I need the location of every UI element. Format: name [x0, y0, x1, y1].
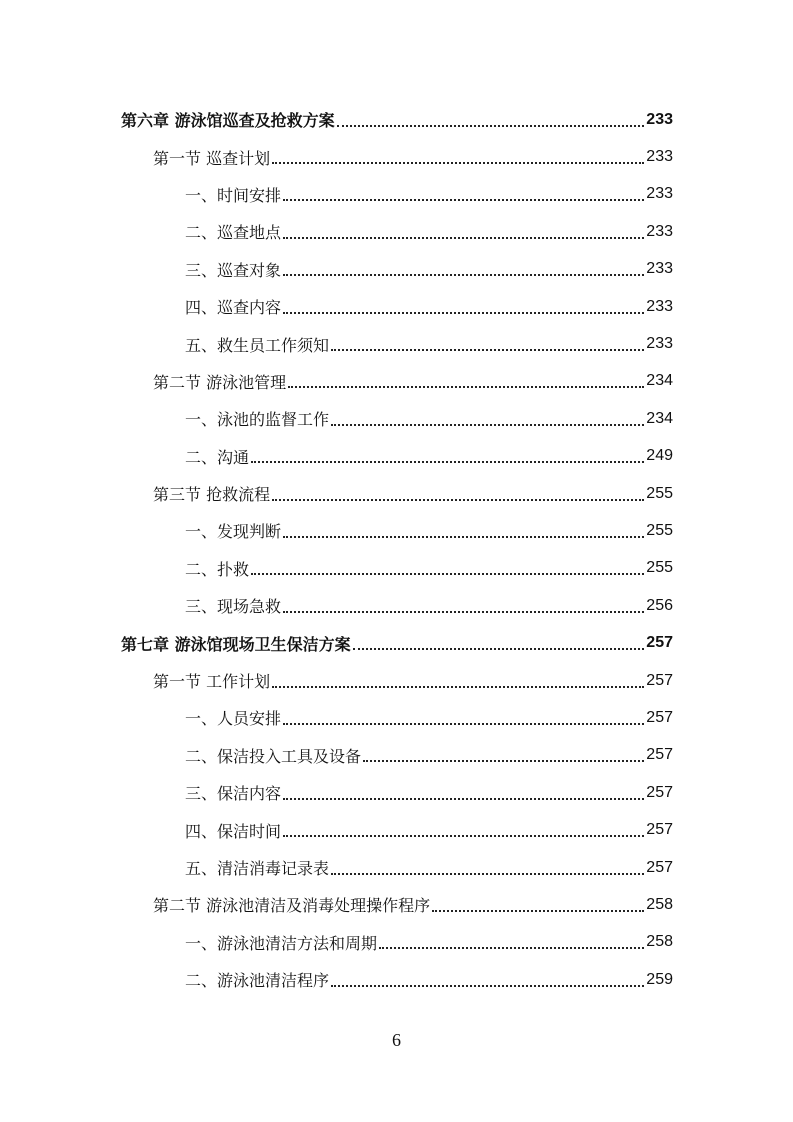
- toc-page: 257: [646, 783, 673, 801]
- dot-leader: [283, 611, 644, 613]
- toc-title: 一、人员安排: [185, 706, 281, 729]
- toc-page: 233: [646, 110, 673, 128]
- dot-leader: [283, 274, 644, 276]
- table-of-contents: [121, 101, 673, 998]
- toc-entry-chapter[interactable]: [121, 624, 673, 661]
- dot-leader: [432, 910, 644, 912]
- dot-leader: [283, 312, 644, 314]
- dot-leader: [353, 648, 645, 650]
- toc-title: 三、保洁内容: [185, 781, 281, 804]
- toc-title: 五、救生员工作须知: [185, 333, 329, 356]
- toc-title: 四、保洁时间: [185, 819, 281, 842]
- dot-leader: [331, 985, 644, 987]
- toc-entry-item[interactable]: [121, 811, 673, 848]
- dot-leader: [363, 760, 644, 762]
- toc-title: 第一节 巡查计划: [153, 146, 270, 169]
- toc-page: 233: [646, 335, 673, 353]
- toc-entry-item[interactable]: [121, 512, 673, 549]
- dot-leader: [283, 536, 644, 538]
- toc-page: 255: [646, 559, 673, 577]
- dot-leader: [331, 424, 644, 426]
- toc-page: 234: [646, 372, 673, 390]
- toc-entry-section[interactable]: [121, 138, 673, 175]
- toc-entry-item[interactable]: [121, 961, 673, 998]
- toc-page: 233: [646, 148, 673, 166]
- toc-page: 258: [646, 895, 673, 913]
- toc-entry-item[interactable]: [121, 325, 673, 362]
- toc-entry-item[interactable]: [121, 737, 673, 774]
- toc-title: 一、时间安排: [185, 183, 281, 206]
- dot-leader: [283, 798, 644, 800]
- dot-leader: [283, 835, 644, 837]
- toc-title: 二、游泳池清洁程序: [185, 968, 329, 991]
- toc-entry-item[interactable]: [121, 550, 673, 587]
- toc-title: 二、保洁投入工具及设备: [185, 744, 361, 767]
- toc-page: 233: [646, 185, 673, 203]
- toc-page: 258: [646, 933, 673, 951]
- toc-title: 第七章 游泳馆现场卫生保洁方案: [121, 632, 351, 655]
- toc-page: 257: [646, 634, 673, 652]
- toc-title: 第一节 工作计划: [153, 669, 270, 692]
- toc-page: 234: [646, 409, 673, 427]
- toc-entry-item[interactable]: [121, 774, 673, 811]
- toc-title: 一、泳池的监督工作: [185, 407, 329, 430]
- toc-page: 259: [646, 970, 673, 988]
- dot-leader: [379, 947, 644, 949]
- toc-entry-item[interactable]: [121, 288, 673, 325]
- toc-page: 256: [646, 596, 673, 614]
- dot-leader: [331, 349, 644, 351]
- toc-page: 257: [646, 671, 673, 689]
- toc-page: 255: [646, 484, 673, 502]
- dot-leader: [283, 723, 644, 725]
- toc-title: 二、沟通: [185, 445, 249, 468]
- toc-title: 三、巡查对象: [185, 258, 281, 281]
- toc-title: 第二节 游泳池管理: [153, 370, 286, 393]
- toc-entry-section[interactable]: [121, 662, 673, 699]
- dot-leader: [251, 461, 644, 463]
- toc-entry-item[interactable]: [121, 251, 673, 288]
- toc-page: 257: [646, 746, 673, 764]
- toc-page: 257: [646, 858, 673, 876]
- toc-entry-item[interactable]: [121, 438, 673, 475]
- toc-entry-item[interactable]: [121, 699, 673, 736]
- dot-leader: [272, 162, 644, 164]
- toc-entry-item[interactable]: [121, 587, 673, 624]
- toc-title: 一、发现判断: [185, 519, 281, 542]
- toc-title: 三、现场急救: [185, 594, 281, 617]
- toc-page: 255: [646, 521, 673, 539]
- toc-entry-item[interactable]: [121, 400, 673, 437]
- toc-title: 第二节 游泳池清洁及消毒处理操作程序: [153, 893, 430, 916]
- toc-title: 五、清洁消毒记录表: [185, 856, 329, 879]
- dot-leader: [251, 573, 644, 575]
- toc-title: 二、扑救: [185, 557, 249, 580]
- toc-page: 233: [646, 260, 673, 278]
- toc-title: 第三节 抢救流程: [153, 482, 270, 505]
- dot-leader: [272, 686, 644, 688]
- dot-leader: [283, 199, 644, 201]
- toc-title: 一、游泳池清洁方法和周期: [185, 931, 377, 954]
- toc-title: 二、巡查地点: [185, 220, 281, 243]
- toc-title: 四、巡查内容: [185, 295, 281, 318]
- toc-entry-item[interactable]: [121, 924, 673, 961]
- toc-page: 257: [646, 821, 673, 839]
- toc-entry-item[interactable]: [121, 849, 673, 886]
- toc-title: 第六章 游泳馆巡查及抢救方案: [121, 108, 335, 131]
- dot-leader: [337, 125, 645, 127]
- toc-page: 233: [646, 222, 673, 240]
- toc-page: 257: [646, 708, 673, 726]
- toc-entry-section[interactable]: [121, 363, 673, 400]
- toc-entry-item[interactable]: [121, 176, 673, 213]
- page-number: 6: [392, 1030, 401, 1050]
- dot-leader: [331, 873, 644, 875]
- dot-leader: [283, 237, 644, 239]
- toc-entry-section[interactable]: [121, 475, 673, 512]
- toc-entry-item[interactable]: [121, 213, 673, 250]
- toc-page: 233: [646, 297, 673, 315]
- toc-entry-section[interactable]: [121, 886, 673, 923]
- toc-page: 249: [646, 447, 673, 465]
- dot-leader: [272, 499, 644, 501]
- dot-leader: [288, 386, 644, 388]
- toc-entry-chapter[interactable]: [121, 101, 673, 138]
